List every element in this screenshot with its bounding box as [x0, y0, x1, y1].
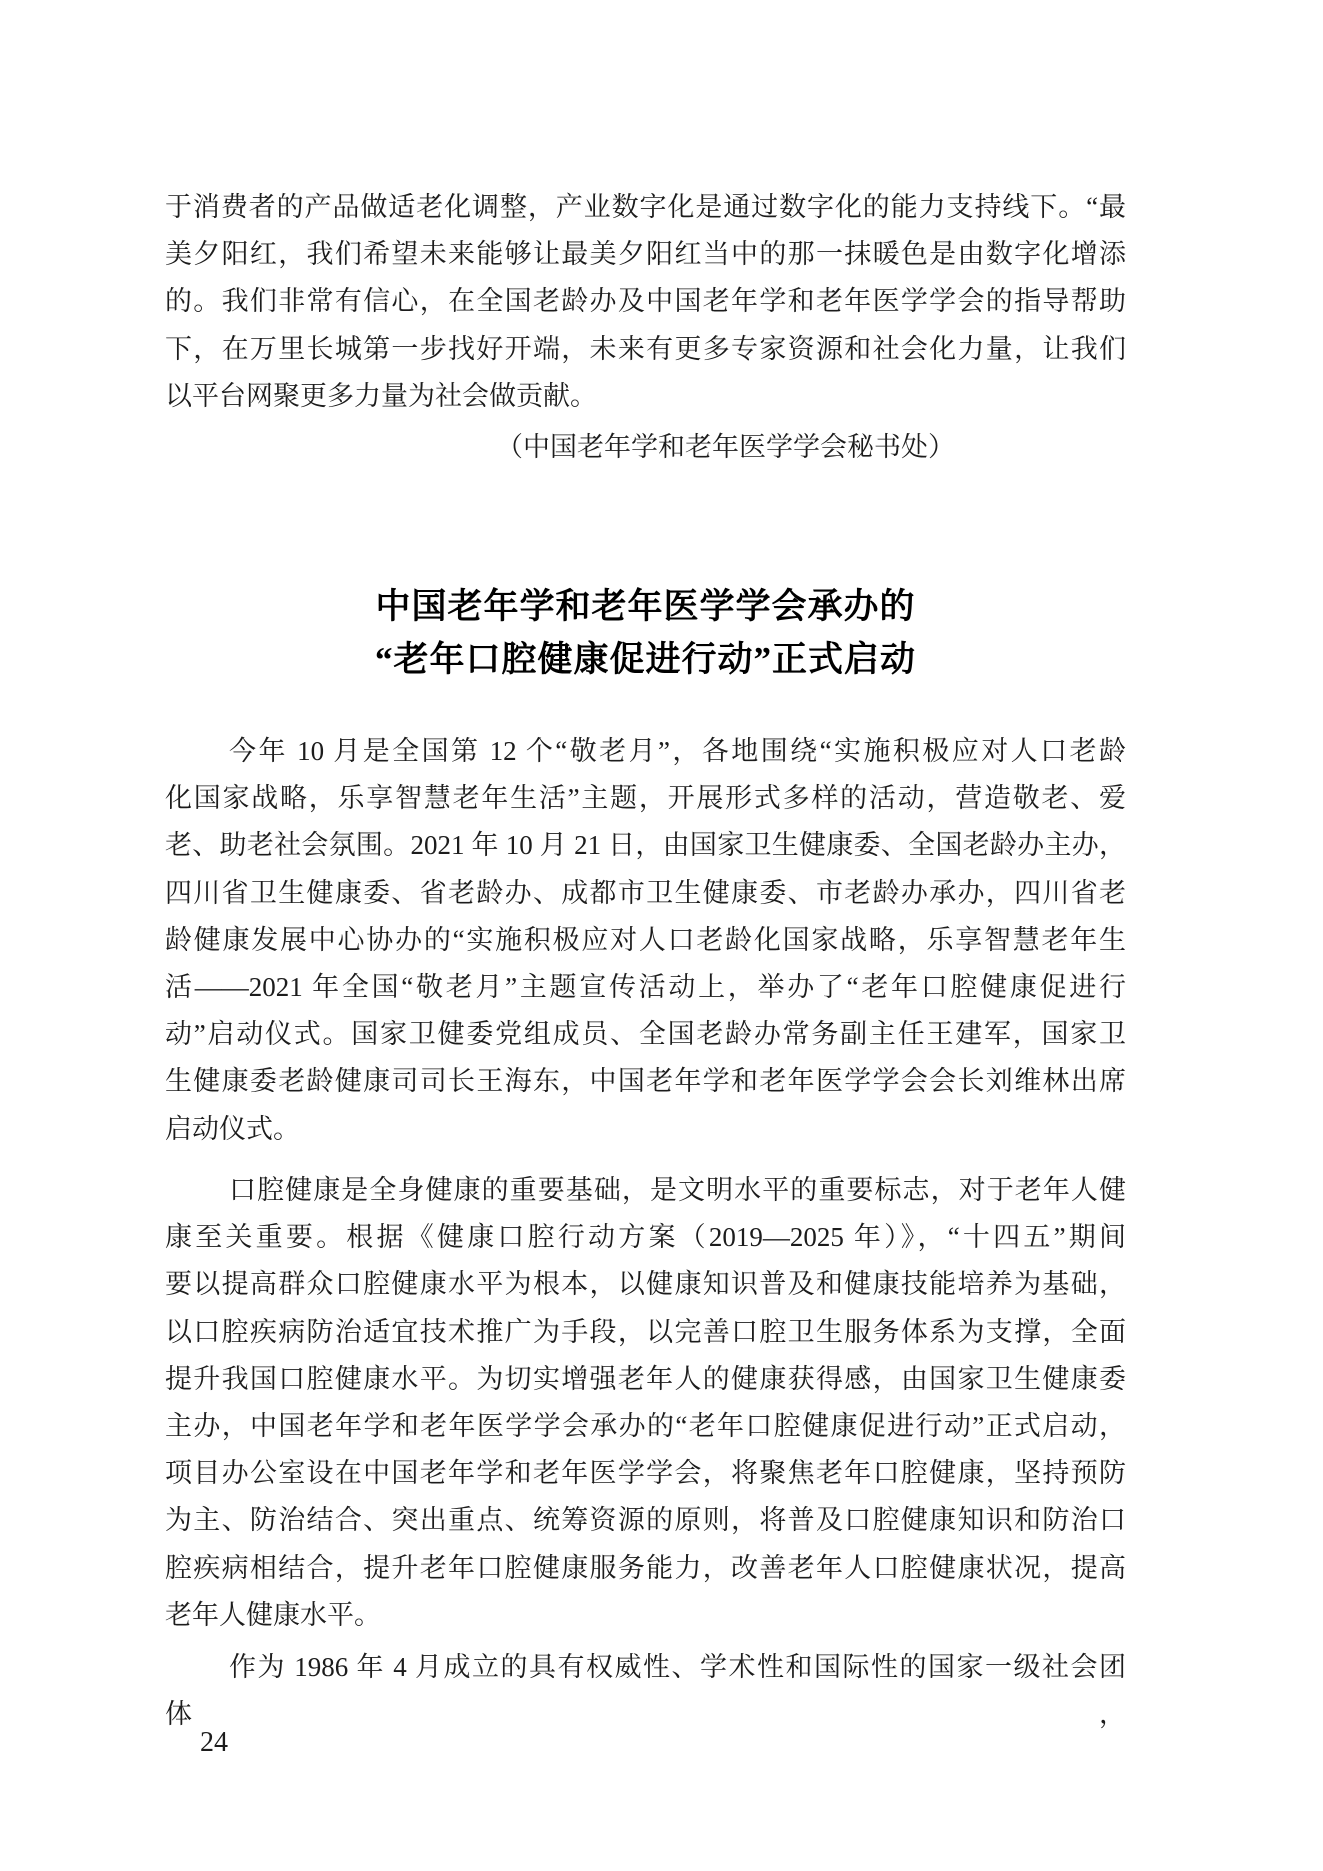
text-line: 康至关重要。根据《健康口腔行动方案（2019—2025 年）》，“十四五”期间	[165, 1222, 1126, 1253]
text-line: 以平台网聚更多力量为社会做贡献。	[165, 380, 597, 411]
attribution: （中国老年学和老年医学学会秘书处）	[496, 432, 955, 462]
text-line: 老、助老社会氛围。2021 年 10 月 21 日，由国家卫生健康委、全国老龄办主办，	[165, 830, 1126, 861]
text-line: 提升我国口腔健康水平。为切实增强老年人的健康获得感，由国家卫生健康委	[165, 1363, 1126, 1394]
text-line: 动”启动仪式。国家卫健委党组成员、全国老龄办常务副主任王建军，国家卫	[165, 1019, 1126, 1050]
text-line: 四川省卫生健康委、省老龄办、成都市卫生健康委、市老龄办承办，四川省老	[165, 877, 1126, 908]
attribution-block	[165, 424, 1126, 471]
paragraph-1	[165, 728, 1126, 1153]
text-line: 启动仪式。	[165, 1113, 300, 1144]
text-line: 为主、防治结合、突出重点、统筹资源的原则，将普及口腔健康知识和防治口	[165, 1505, 1126, 1536]
text-line: 生健康委老龄健康司司长王海东，中国老年学和老年医学学会会长刘维林出席	[165, 1066, 1126, 1097]
article-title-line-2: “老年口腔健康促进行动”正式启动	[374, 640, 916, 679]
text-line: 要以提高群众口腔健康水平为根本，以健康知识普及和健康技能培养为基础，	[165, 1269, 1126, 1300]
paragraph-2	[165, 1167, 1126, 1639]
text-line: 口腔健康是全身健康的重要基础，是文明水平的重要标志，对于老年人健	[229, 1175, 1126, 1205]
text-line: 项目办公室设在中国老年学和老年医学学会，将聚焦老年口腔健康，坚持预防	[165, 1458, 1126, 1489]
text-line: 今年 10 月是全国第 12 个“敬老月”，各地围绕“实施积极应对人口老龄	[229, 736, 1126, 766]
text-line: 主办，中国老年学和老年医学学会承办的“老年口腔健康促进行动”正式启动，	[165, 1411, 1126, 1442]
text-line: 美夕阳红，我们希望未来能够让最美夕阳红当中的那一抹暖色是由数字化增添	[165, 239, 1126, 270]
text-line: 化国家战略，乐享智慧老年生活”主题，开展形式多样的活动，营造敬老、爱	[165, 783, 1126, 814]
text-line: 老年人健康水平。	[165, 1599, 381, 1630]
text-line: 龄健康发展中心协办的“实施积极应对人口老龄化国家战略，乐享智慧老年生	[165, 924, 1126, 955]
text-line: 作为 1986 年 4 月成立的具有权威性、学术性和国际性的国家一级社会团体，	[165, 1652, 1126, 1730]
article-title-line-1: 中国老年学和老年医学学会承办的	[375, 587, 916, 626]
previous-article-paragraph	[165, 184, 1126, 420]
text-line: 活——2021 年全国“敬老月”主题宣传活动上，举办了“老年口腔健康促进行	[165, 972, 1126, 1003]
text-line: 的。我们非常有信心，在全国老龄办及中国老年学和老年医学学会的指导帮助	[165, 286, 1126, 317]
text-line: 以口腔疾病防治适宜技术推广为手段，以完善口腔卫生服务体系为支撑，全面	[165, 1316, 1126, 1347]
article-title	[165, 580, 1126, 686]
text-line: 腔疾病相结合，提升老年口腔健康服务能力，改善老年人口腔健康状况，提高	[165, 1552, 1126, 1583]
text-line: 于消费者的产品做适老化调整，产业数字化是通过数字化的能力支持线下。“最	[165, 192, 1126, 222]
page-number: 24	[200, 1727, 228, 1758]
paragraph-3	[165, 1644, 1126, 1738]
text-line: 下，在万里长城第一步找好开端，未来有更多专家资源和社会化力量，让我们	[165, 333, 1126, 364]
